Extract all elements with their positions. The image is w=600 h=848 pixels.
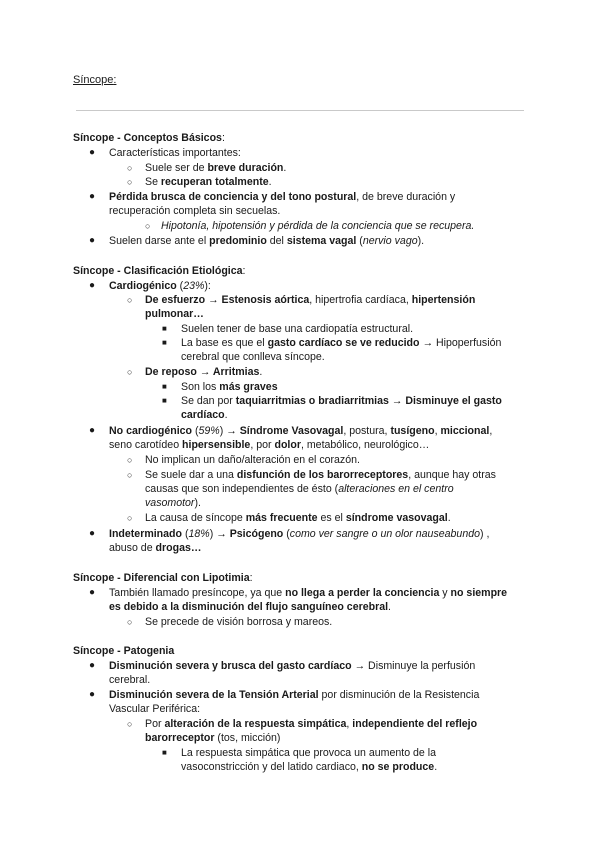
bullet-circle-icon: ○ — [127, 719, 133, 729]
list-item-continuation: cerebral. — [109, 674, 151, 686]
list-item: Disminución severa y brusca del gasto cardíaco → Disminuye la perfusión — [109, 660, 476, 672]
bullet-disc-icon: ● — [89, 689, 96, 700]
list-item: De reposo → Arritmias. — [145, 366, 263, 378]
bullet-square-icon: ■ — [162, 338, 167, 347]
bullet-circle-icon: ○ — [127, 295, 133, 305]
bullet-circle-icon: ○ — [127, 177, 133, 187]
list-item-continuation: causas que son independientes de ésto (alteraciones en el centro — [145, 483, 454, 495]
list-item-continuation: seno carotídeo hipersensible, por dolor, metabólico, neurológico… — [109, 439, 430, 451]
list-item: También llamado presíncope, ya que no llega a perder la conciencia y no siempre — [109, 587, 508, 599]
list-item: Se dan por taquiarritmias o bradiarritmias → Disminuye el gasto — [181, 395, 502, 407]
list-item-continuation: cardíaco. — [181, 409, 228, 421]
list-item: Suelen tener de base una cardiopatía estructural. — [181, 323, 414, 335]
bullet-disc-icon: ● — [89, 528, 96, 539]
list-item: La respuesta simpática que provoca un aumento de la — [181, 747, 437, 759]
list-item: Indeterminado (18%) → Psicógeno (como ver sangre o un olor nauseabundo) , — [109, 528, 490, 540]
list-item: La causa de síncope más frecuente es el síndrome vasovagal. — [145, 512, 451, 524]
list-item-continuation: recuperación completa sin secuelas. — [109, 205, 281, 217]
bullet-disc-icon: ● — [89, 280, 96, 291]
list-item: Suele ser de breve duración. — [145, 162, 287, 174]
section-heading-diferencial: Síncope - Diferencial con Lipotimia: — [73, 572, 253, 584]
bullet-disc-icon: ● — [89, 587, 96, 598]
page-title: Síncope: — [73, 74, 117, 86]
bullet-square-icon: ■ — [162, 382, 167, 391]
list-item: Pérdida brusca de conciencia y del tono postural, de breve duración y — [109, 191, 456, 203]
bullet-disc-icon: ● — [89, 425, 96, 436]
list-item-continuation: Vascular Periférica: — [109, 703, 201, 715]
list-item: Suelen darse ante el predominio del sistema vagal (nervio vago). — [109, 235, 425, 247]
list-item-continuation: barorreceptor (tos, micción) — [145, 732, 281, 744]
bullet-square-icon: ■ — [162, 396, 167, 405]
list-item: Por alteración de la respuesta simpática, independiente del reflejo — [145, 718, 478, 730]
section-heading-conceptos: Síncope - Conceptos Básicos: — [73, 132, 225, 144]
bullet-disc-icon: ● — [89, 660, 96, 671]
list-item: La base es que el gasto cardíaco se ve reducido → Hipoperfusión — [181, 337, 502, 349]
list-item: Cardiogénico (23%): — [109, 280, 211, 292]
list-item: Hipotonía, hipotensión y pérdida de la conciencia que se recupera. — [161, 220, 475, 232]
list-item: De esfuerzo → Estenosis aórtica, hipertrofia cardíaca, hipertensión — [145, 294, 476, 306]
bullet-circle-icon: ○ — [127, 617, 133, 627]
list-item-continuation: cerebral que conlleva síncope. — [181, 351, 325, 363]
list-item: Características importantes: — [109, 147, 241, 159]
list-item-continuation: es debido a la disminución del flujo sanguíneo cerebral. — [109, 601, 391, 613]
list-item: Se recuperan totalmente. — [145, 176, 272, 188]
list-item: No cardiogénico (59%) → Síndrome Vasovagal, postura, tusígeno, miccional, — [109, 425, 493, 437]
section-heading-patogenia: Síncope - Patogenia — [73, 645, 175, 657]
list-item-continuation: vasomotor). — [145, 497, 201, 509]
list-item: Se precede de visión borrosa y mareos. — [145, 616, 333, 628]
bullet-circle-icon: ○ — [127, 455, 133, 465]
list-item-continuation: abuso de drogas… — [109, 542, 202, 554]
bullet-circle-icon: ○ — [127, 470, 133, 480]
list-item: Son los más graves — [181, 381, 278, 393]
list-item: Disminución severa de la Tensión Arterial por disminución de la Resistencia — [109, 689, 480, 701]
bullet-circle-icon: ○ — [127, 513, 133, 523]
bullet-disc-icon: ● — [89, 191, 96, 202]
bullet-disc-icon: ● — [89, 235, 96, 246]
horizontal-rule — [76, 110, 524, 111]
bullet-circle-icon: ○ — [127, 367, 133, 377]
list-item: No implican un daño/alteración en el corazón. — [145, 454, 360, 466]
list-item: Se suele dar a una disfunción de los barorreceptores, aunque hay otras — [145, 469, 496, 481]
bullet-disc-icon: ● — [89, 147, 96, 158]
bullet-circle-icon: ○ — [127, 163, 133, 173]
list-item-continuation: pulmonar… — [145, 308, 204, 320]
bullet-square-icon: ■ — [162, 324, 167, 333]
section-heading-clasificacion: Síncope - Clasificación Etiológica: — [73, 265, 246, 277]
bullet-circle-icon: ○ — [145, 221, 151, 231]
list-item-continuation: vasoconstricción y del latido cardiaco, no se produce. — [181, 761, 438, 773]
bullet-square-icon: ■ — [162, 748, 167, 757]
